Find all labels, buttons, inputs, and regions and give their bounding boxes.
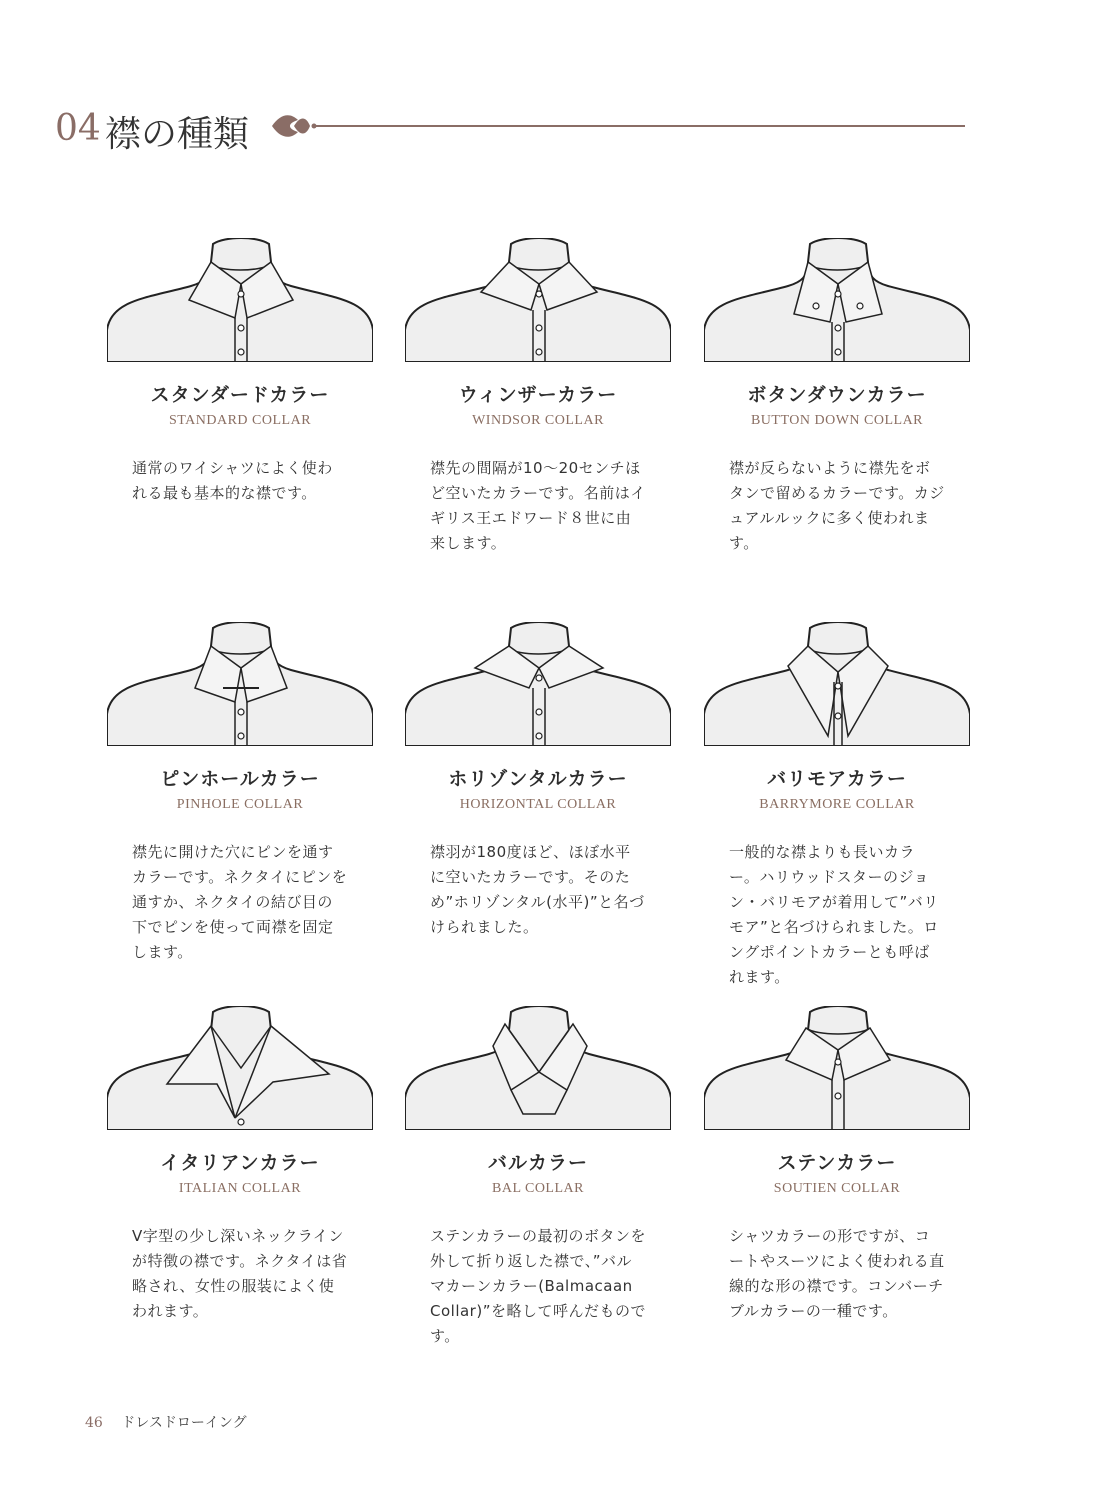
collar-card	[95, 1006, 385, 1324]
bal-collar-illustration	[405, 1006, 671, 1130]
page-number: 46	[85, 1415, 103, 1431]
collar-name-jp: スタンダードカラー	[150, 384, 330, 406]
collar-card	[692, 622, 982, 990]
collar-description: V字型の少し深いネックラインが特徴の襟です。ネクタイは省略され、女性の服装によく使われます。	[132, 1227, 348, 1320]
italian-collar-illustration	[107, 1006, 373, 1130]
soutien-collar-illustration	[704, 1006, 970, 1130]
section-title: 襟の種類	[105, 114, 250, 155]
horizontal-collar-illustration	[405, 622, 671, 746]
collar-name-jp: バルカラー	[487, 1152, 588, 1174]
collar-name-jp: ボタンダウンカラー	[747, 384, 927, 406]
pinhole-collar-illustration	[107, 622, 373, 746]
windsor-collar-illustration	[405, 238, 671, 362]
collar-card	[95, 238, 385, 506]
collar-name-en: SOUTIEN COLLAR	[773, 1181, 901, 1196]
collar-name-en: WINDSOR COLLAR	[472, 413, 604, 428]
section-number: 04	[55, 108, 101, 149]
collar-name-en: BAL COLLAR	[492, 1181, 584, 1196]
collar-name-jp: ホリゾンタルカラー	[448, 768, 628, 790]
collar-name-en: HORIZONTAL COLLAR	[459, 797, 617, 812]
collar-name-jp: ピンホールカラー	[160, 768, 320, 790]
fleuron-ornament-icon	[270, 104, 970, 148]
collar-description: ステンカラーの最初のボタンを外して折り返した襟で、”バルマカーンカラー(Balmacaan Collar)”を略して呼んだものです。	[430, 1227, 646, 1345]
collar-name-en: BARRYMORE COLLAR	[759, 797, 915, 812]
collar-name-jp: ステンカラー	[777, 1152, 897, 1174]
collar-name-jp: イタリアンカラー	[160, 1152, 320, 1174]
collar-description: 襟が反らないように襟先をボタンで留めるカラーです。カジュアルルックに多く使われます。	[729, 459, 945, 552]
barrymore-collar-illustration	[704, 622, 970, 746]
collar-description: 襟先の間隔が10～20センチほど空いたカラーです。名前はイギリス王エドワード８世に由来します。	[430, 459, 646, 552]
collar-name-en: STANDARD COLLAR	[168, 413, 312, 428]
collar-description: 一般的な襟よりも長いカラー。ハリウッドスターのジョン・バリモアが着用して”バリモア”と名づけられました。ロングポイントカラーとも呼ばれます。	[729, 843, 939, 986]
collar-card	[393, 1006, 683, 1349]
collar-description: 通常のワイシャツによく使われる最も基本的な襟です。	[132, 459, 333, 502]
collar-name-en: ITALIAN COLLAR	[178, 1181, 302, 1196]
collar-name-en: BUTTON DOWN COLLAR	[750, 413, 924, 428]
collar-description: 襟先に開けた穴にピンを通すカラーです。ネクタイにピンを通すか、ネクタイの結び目の下でピンを使って両襟を固定します。	[132, 843, 348, 961]
collar-card	[393, 238, 683, 556]
collar-card	[393, 622, 683, 940]
collar-name-jp: バリモアカラー	[767, 768, 907, 790]
collar-name-jp: ウィンザーカラー	[458, 384, 618, 406]
collar-card	[692, 1006, 982, 1324]
section-header	[55, 104, 965, 155]
collar-card	[95, 622, 385, 965]
collar-description: 襟羽が180度ほど、ほぼ水平に空いたカラーです。そのため”ホリゾンタル(水平)”と名づけられました。	[430, 843, 645, 936]
page-footer	[85, 1412, 247, 1432]
collar-card	[692, 238, 982, 556]
book-title: ドレスドローイング	[121, 1415, 247, 1431]
standard-collar-illustration	[107, 238, 373, 362]
collar-description: シャツカラーの形ですが、コートやスーツによく使われる直線的な形の襟です。コンバーチブルカラーの一種です。	[729, 1227, 945, 1320]
collar-name-en: PINHOLE COLLAR	[176, 797, 304, 812]
button-down-collar-illustration	[704, 238, 970, 362]
